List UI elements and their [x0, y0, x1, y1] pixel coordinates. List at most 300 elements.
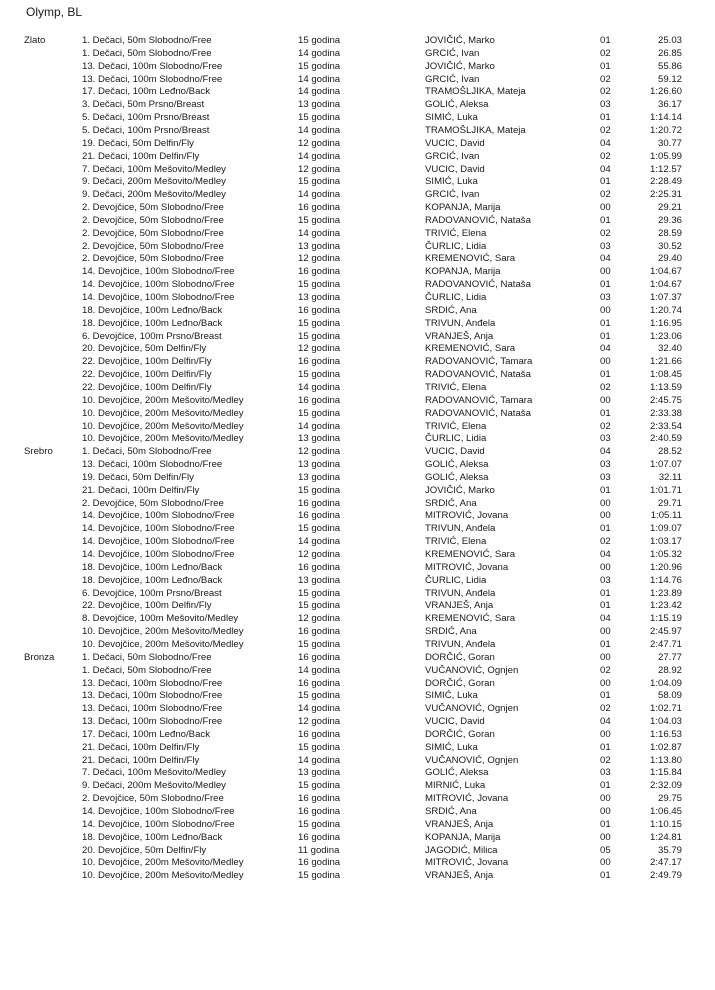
time-cell: 30.52: [657, 240, 682, 252]
swimmer-name-cell: GRCIĆ, Ivan: [425, 47, 480, 59]
result-row: [0, 432, 715, 445]
result-row: [0, 599, 715, 612]
age-cell: 15 godina: [298, 587, 341, 599]
result-row: [0, 278, 715, 291]
age-cell: 13 godina: [298, 292, 341, 303]
age-cell: 16 godina: [298, 626, 341, 638]
result-row: [0, 201, 715, 214]
result-row: [0, 754, 715, 767]
time-cell: 1:01.71: [649, 484, 682, 496]
age-cell: 15 godina: [298, 870, 341, 882]
result-row: [0, 587, 715, 600]
swimmer-name-cell: RADOVANOVIĆ, Nataša: [425, 369, 531, 381]
code-cell: 02: [600, 150, 611, 162]
event-cell: 8. Devojčice, 100m Mešovito/Medley: [82, 613, 239, 625]
result-row: [0, 818, 715, 831]
age-cell: 14 godina: [298, 189, 341, 201]
swimmer-name-cell: SIMIĆ, Luka: [425, 741, 478, 753]
result-row: [0, 381, 715, 394]
time-cell: 1:20.74: [649, 304, 682, 316]
result-row: [0, 677, 715, 690]
time-cell: 1:12.57: [649, 163, 682, 175]
age-cell: 14 godina: [298, 227, 341, 239]
event-cell: 20. Devojčice, 50m Delfin/Fly: [82, 343, 207, 355]
event-cell: 22. Devojčice, 100m Delfin/Fly: [82, 600, 212, 612]
result-row: [0, 188, 715, 201]
code-cell: 00: [600, 356, 611, 368]
swimmer-name-cell: TRIVUN, Anđela: [425, 523, 496, 535]
event-cell: 10. Devojčice, 200m Mešovito/Medley: [82, 407, 244, 419]
result-row: [0, 47, 715, 60]
event-cell: 14. Devojčice, 100m Slobodno/Free: [82, 510, 235, 522]
event-cell: 14. Devojčice, 100m Slobodno/Free: [82, 549, 235, 560]
event-cell: 22. Devojčice, 100m Delfin/Fly: [82, 356, 212, 368]
swimmer-name-cell: JAGODIĆ, Milica: [425, 844, 498, 856]
result-row: [0, 612, 715, 625]
event-cell: 18. Devojčice, 100m Leđno/Back: [82, 831, 223, 843]
code-cell: 02: [600, 664, 611, 676]
code-cell: 00: [600, 677, 611, 689]
code-cell: 03: [600, 292, 611, 303]
age-cell: 16 godina: [298, 728, 341, 740]
result-row: [0, 175, 715, 188]
result-row: [0, 792, 715, 805]
time-cell: 2:40.59: [649, 433, 682, 445]
result-row: [0, 73, 715, 86]
event-cell: 5. Dečaci, 100m Prsno/Breast: [82, 112, 210, 124]
age-cell: 16 godina: [298, 497, 341, 509]
swimmer-name-cell: JOVIČIĆ, Marko: [425, 484, 495, 496]
result-row: [0, 689, 715, 702]
swimmer-name-cell: TRIVUN, Anđela: [425, 638, 496, 650]
age-cell: 15 godina: [298, 780, 341, 792]
time-cell: 2:25.31: [649, 189, 682, 201]
result-row: [0, 509, 715, 522]
result-row: [0, 355, 715, 368]
swimmer-name-cell: GRCIĆ, Ivan: [425, 73, 480, 85]
result-row: [0, 60, 715, 73]
age-cell: 14 godina: [298, 73, 341, 85]
age-cell: 14 godina: [298, 47, 341, 59]
swimmer-name-cell: VUČANOVIĆ, Ognjen: [425, 664, 519, 676]
time-cell: 1:13.59: [649, 381, 682, 393]
time-cell: 58.09: [657, 690, 682, 702]
result-row: [0, 150, 715, 163]
event-cell: 21. Dečaci, 100m Delfin/Fly: [82, 754, 200, 766]
code-cell: 02: [600, 381, 611, 393]
medal-label: Bronza: [24, 651, 55, 663]
swimmer-name-cell: DORČIĆ, Goran: [425, 677, 495, 689]
time-cell: 32.11: [658, 471, 682, 483]
code-cell: 00: [600, 304, 611, 316]
age-cell: 15 godina: [298, 60, 341, 72]
swimmer-name-cell: TRIVIĆ, Elena: [425, 381, 487, 393]
code-cell: 01: [600, 818, 611, 830]
event-cell: 14. Devojčice, 100m Slobodno/Free: [82, 536, 235, 548]
swimmer-name-cell: TRIVUN, Anđela: [425, 317, 496, 329]
time-cell: 29.36: [657, 214, 682, 226]
code-cell: 01: [600, 638, 611, 650]
event-cell: 18. Devojčice, 100m Leđno/Back: [82, 574, 223, 586]
swimmer-name-cell: RADOVANOVIĆ, Nataša: [425, 279, 531, 291]
age-cell: 11 godina: [298, 844, 340, 856]
event-cell: 9. Dečaci, 200m Mešovito/Medley: [82, 176, 226, 188]
code-cell: 00: [600, 806, 611, 817]
time-cell: 26.85: [657, 47, 682, 59]
code-cell: 04: [600, 446, 611, 458]
swimmer-name-cell: TRAMOŠLJIKA, Mateja: [425, 86, 526, 98]
time-cell: 1:16.53: [649, 728, 682, 740]
swimmer-name-cell: GRCIĆ, Ivan: [425, 150, 480, 162]
time-cell: 1:05.99: [649, 150, 682, 162]
result-row: [0, 805, 715, 818]
result-row: [0, 741, 715, 754]
age-cell: 15 godina: [298, 600, 341, 612]
swimmer-name-cell: KREMENOVIĆ, Sara: [425, 549, 516, 560]
swimmer-name-cell: RADOVANOVIĆ, Tamara: [425, 356, 533, 368]
time-cell: 1:14.14: [649, 112, 682, 124]
code-cell: 03: [600, 99, 611, 111]
event-cell: 13. Dečaci, 100m Slobodno/Free: [82, 73, 223, 85]
result-row: [0, 651, 715, 664]
event-cell: 19. Dečaci, 50m Delfin/Fly: [82, 137, 194, 149]
time-cell: 28.92: [657, 664, 682, 676]
swimmer-name-cell: MITROVIĆ, Jovana: [425, 793, 509, 805]
age-cell: 12 godina: [298, 716, 341, 727]
event-cell: 14. Devojčice, 100m Slobodno/Free: [82, 266, 235, 278]
swimmer-name-cell: GOLIĆ, Aleksa: [425, 471, 489, 483]
swimmer-name-cell: GOLIĆ, Aleksa: [425, 459, 489, 471]
swimmer-name-cell: KREMENOVIĆ, Sara: [425, 253, 516, 265]
result-row: [0, 702, 715, 715]
code-cell: 02: [600, 703, 611, 715]
time-cell: 1:14.76: [649, 574, 682, 586]
age-cell: 16 godina: [298, 651, 341, 663]
age-cell: 16 godina: [298, 510, 341, 522]
swimmer-name-cell: KREMENOVIĆ, Sara: [425, 343, 516, 355]
event-cell: 1. Dečaci, 50m Slobodno/Free: [82, 446, 212, 458]
time-cell: 29.21: [657, 202, 682, 213]
age-cell: 14 godina: [298, 703, 341, 715]
event-cell: 17. Dečaci, 100m Leđno/Back: [82, 728, 210, 740]
result-row: [0, 497, 715, 510]
swimmer-name-cell: GOLIĆ, Aleksa: [425, 767, 489, 779]
event-cell: 22. Devojčice, 100m Delfin/Fly: [82, 369, 212, 381]
result-row: [0, 330, 715, 343]
time-cell: 1:15.84: [649, 767, 682, 779]
event-cell: 10. Devojčice, 200m Mešovito/Medley: [82, 626, 244, 638]
age-cell: 16 godina: [298, 202, 341, 213]
result-row: [0, 458, 715, 471]
swimmer-name-cell: SRDIĆ, Ana: [425, 626, 477, 638]
swimmer-name-cell: VRANJEŠ, Anja: [425, 330, 494, 342]
event-cell: 9. Dečaci, 200m Mešovito/Medley: [82, 780, 226, 792]
code-cell: 01: [600, 587, 611, 599]
swimmer-name-cell: KOPANJA, Marija: [425, 202, 501, 213]
code-cell: 02: [600, 47, 611, 59]
time-cell: 36.17: [657, 99, 682, 111]
swimmer-name-cell: GOLIĆ, Aleksa: [425, 99, 489, 111]
result-row: [0, 844, 715, 857]
swimmer-name-cell: KOPANJA, Marija: [425, 831, 501, 843]
result-row: [0, 265, 715, 278]
age-cell: 16 godina: [298, 793, 341, 805]
age-cell: 15 godina: [298, 407, 341, 419]
event-cell: 6. Devojčice, 100m Prsno/Breast: [82, 587, 222, 599]
swimmer-name-cell: TRIVIĆ, Elena: [425, 536, 487, 548]
swimmer-name-cell: SIMIĆ, Luka: [425, 112, 478, 124]
time-cell: 1:10.15: [649, 818, 682, 830]
time-cell: 1:23.89: [649, 587, 682, 599]
age-cell: 16 godina: [298, 831, 341, 843]
code-cell: 00: [600, 793, 611, 805]
time-cell: 27.77: [657, 651, 682, 663]
time-cell: 28.59: [657, 227, 682, 239]
time-cell: 29.75: [657, 793, 682, 805]
result-row: [0, 252, 715, 265]
event-cell: 5. Dečaci, 100m Prsno/Breast: [82, 125, 210, 136]
age-cell: 14 godina: [298, 125, 341, 136]
event-cell: 2. Devojčice, 50m Slobodno/Free: [82, 202, 224, 213]
time-cell: 25.03: [657, 35, 682, 46]
result-row: [0, 625, 715, 638]
code-cell: 00: [600, 728, 611, 740]
result-row: [0, 484, 715, 497]
code-cell: 03: [600, 240, 611, 252]
age-cell: 14 godina: [298, 150, 341, 162]
code-cell: 00: [600, 561, 611, 573]
code-cell: 02: [600, 125, 611, 136]
age-cell: 16 godina: [298, 394, 341, 406]
age-cell: 14 godina: [298, 381, 341, 393]
swimmer-name-cell: MITROVIĆ, Jovana: [425, 510, 509, 522]
event-cell: 1. Dečaci, 50m Slobodno/Free: [82, 35, 212, 46]
code-cell: 00: [600, 857, 611, 869]
time-cell: 29.71: [657, 497, 682, 509]
swimmer-name-cell: ČURLIC, Lidia: [425, 433, 487, 445]
result-row: [0, 394, 715, 407]
code-cell: 01: [600, 279, 611, 291]
time-cell: 29.40: [657, 253, 682, 265]
swimmer-name-cell: RADOVANOVIĆ, Nataša: [425, 214, 531, 226]
code-cell: 01: [600, 317, 611, 329]
swimmer-name-cell: KOPANJA, Marija: [425, 266, 501, 278]
event-cell: 13. Dečaci, 100m Slobodno/Free: [82, 690, 223, 702]
age-cell: 12 godina: [298, 613, 341, 625]
time-cell: 1:02.71: [649, 703, 682, 715]
swimmer-name-cell: DORČIĆ, Goran: [425, 728, 495, 740]
age-cell: 16 godina: [298, 266, 341, 278]
code-cell: 04: [600, 253, 611, 265]
time-cell: 2:47.17: [649, 857, 682, 869]
event-cell: 10. Devojčice, 200m Mešovito/Medley: [82, 433, 244, 445]
code-cell: 03: [600, 459, 611, 471]
result-row: [0, 831, 715, 844]
event-cell: 7. Dečaci, 100m Mešovito/Medley: [82, 163, 226, 175]
time-cell: 2:33.54: [649, 420, 682, 432]
time-cell: 1:24.81: [649, 831, 682, 843]
time-cell: 1:08.45: [649, 369, 682, 381]
event-cell: 9. Dečaci, 200m Mešovito/Medley: [82, 189, 226, 201]
time-cell: 2:45.75: [649, 394, 682, 406]
medal-label: Zlato: [24, 35, 46, 46]
age-cell: 15 godina: [298, 35, 341, 46]
age-cell: 15 godina: [298, 638, 341, 650]
result-row: [0, 317, 715, 330]
code-cell: 01: [600, 600, 611, 612]
swimmer-name-cell: VUCIC, David: [425, 163, 485, 175]
result-row: [0, 407, 715, 420]
age-cell: 15 godina: [298, 741, 341, 753]
code-cell: 04: [600, 549, 611, 560]
time-cell: 1:07.07: [649, 459, 682, 471]
age-cell: 15 godina: [298, 690, 341, 702]
age-cell: 14 godina: [298, 664, 341, 676]
event-cell: 17. Dečaci, 100m Leđno/Back: [82, 86, 210, 98]
age-cell: 13 godina: [298, 459, 341, 471]
event-cell: 14. Devojčice, 100m Slobodno/Free: [82, 279, 235, 291]
code-cell: 02: [600, 754, 611, 766]
time-cell: 2:28.49: [649, 176, 682, 188]
code-cell: 02: [600, 536, 611, 548]
time-cell: 1:20.72: [649, 125, 682, 136]
result-row: [0, 766, 715, 779]
code-cell: 02: [600, 86, 611, 98]
age-cell: 16 godina: [298, 677, 341, 689]
age-cell: 12 godina: [298, 549, 341, 560]
age-cell: 15 godina: [298, 112, 341, 124]
event-cell: 22. Devojčice, 100m Delfin/Fly: [82, 381, 212, 393]
result-row: [0, 574, 715, 587]
age-cell: 15 godina: [298, 176, 341, 188]
age-cell: 16 godina: [298, 561, 341, 573]
age-cell: 13 godina: [298, 433, 341, 445]
event-cell: 14. Devojčice, 100m Slobodno/Free: [82, 806, 235, 817]
age-cell: 14 godina: [298, 420, 341, 432]
event-cell: 13. Dečaci, 100m Slobodno/Free: [82, 677, 223, 689]
event-cell: 2. Devojčice, 50m Slobodno/Free: [82, 227, 224, 239]
swimmer-name-cell: JOVIČIĆ, Marko: [425, 60, 495, 72]
code-cell: 01: [600, 690, 611, 702]
code-cell: 04: [600, 613, 611, 625]
club-title: Olymp, BL: [26, 5, 83, 19]
time-cell: 55.86: [657, 60, 682, 72]
result-row: [0, 342, 715, 355]
result-row: [0, 728, 715, 741]
swimmer-name-cell: TRIVIĆ, Elena: [425, 420, 487, 432]
code-cell: 04: [600, 343, 611, 355]
event-cell: 14. Devojčice, 100m Slobodno/Free: [82, 292, 235, 303]
result-row: [0, 445, 715, 458]
time-cell: 1:15.19: [649, 613, 682, 625]
result-row: [0, 869, 715, 882]
code-cell: 04: [600, 716, 611, 727]
event-cell: 10. Devojčice, 200m Mešovito/Medley: [82, 420, 244, 432]
code-cell: 00: [600, 831, 611, 843]
time-cell: 2:45.97: [649, 626, 682, 638]
age-cell: 15 godina: [298, 484, 341, 496]
result-row: [0, 85, 715, 98]
result-row: [0, 561, 715, 574]
time-cell: 1:05.32: [649, 549, 682, 560]
time-cell: 1:04.67: [649, 266, 682, 278]
event-cell: 18. Devojčice, 100m Leđno/Back: [82, 561, 223, 573]
age-cell: 15 godina: [298, 523, 341, 535]
result-row: [0, 715, 715, 728]
result-row: [0, 522, 715, 535]
code-cell: 00: [600, 266, 611, 278]
time-cell: 28.52: [657, 446, 682, 458]
event-cell: 18. Devojčice, 100m Leđno/Back: [82, 317, 223, 329]
event-cell: 14. Devojčice, 100m Slobodno/Free: [82, 818, 235, 830]
age-cell: 15 godina: [298, 369, 341, 381]
age-cell: 12 godina: [298, 343, 341, 355]
event-cell: 6. Devojčice, 100m Prsno/Breast: [82, 330, 222, 342]
code-cell: 01: [600, 523, 611, 535]
time-cell: 2:49.79: [649, 870, 682, 882]
time-cell: 1:16.95: [649, 317, 682, 329]
swimmer-name-cell: TRIVUN, Anđela: [425, 587, 496, 599]
age-cell: 13 godina: [298, 99, 341, 111]
swimmer-name-cell: VUČANOVIĆ, Ognjen: [425, 754, 519, 766]
swimmer-name-cell: SRDIĆ, Ana: [425, 497, 477, 509]
age-cell: 15 godina: [298, 317, 341, 329]
age-cell: 15 godina: [298, 279, 341, 291]
time-cell: 1:04.67: [649, 279, 682, 291]
age-cell: 15 godina: [298, 214, 341, 226]
time-cell: 2:32.09: [649, 780, 682, 792]
age-cell: 16 godina: [298, 857, 341, 869]
swimmer-name-cell: SRDIĆ, Ana: [425, 806, 477, 817]
event-cell: 10. Devojčice, 200m Mešovito/Medley: [82, 394, 244, 406]
time-cell: 1:13.80: [649, 754, 682, 766]
code-cell: 03: [600, 433, 611, 445]
code-cell: 01: [600, 484, 611, 496]
event-cell: 13. Dečaci, 100m Slobodno/Free: [82, 716, 223, 727]
age-cell: 14 godina: [298, 536, 341, 548]
swimmer-name-cell: VUČANOVIĆ, Ognjen: [425, 703, 519, 715]
code-cell: 01: [600, 780, 611, 792]
result-row: [0, 535, 715, 548]
code-cell: 02: [600, 189, 611, 201]
event-cell: 1. Dečaci, 50m Slobodno/Free: [82, 664, 212, 676]
time-cell: 30.77: [657, 137, 682, 149]
code-cell: 01: [600, 35, 611, 46]
event-cell: 21. Dečaci, 100m Delfin/Fly: [82, 150, 200, 162]
code-cell: 04: [600, 137, 611, 149]
age-cell: 16 godina: [298, 806, 341, 817]
code-cell: 02: [600, 420, 611, 432]
code-cell: 04: [600, 163, 611, 175]
code-cell: 01: [600, 214, 611, 226]
swimmer-name-cell: TRAMOŠLJIKA, Mateja: [425, 125, 526, 136]
event-cell: 2. Devojčice, 50m Slobodno/Free: [82, 497, 224, 509]
event-cell: 10. Devojčice, 200m Mešovito/Medley: [82, 870, 244, 882]
result-row: [0, 124, 715, 137]
event-cell: 20. Devojčice, 50m Delfin/Fly: [82, 844, 207, 856]
result-row: [0, 240, 715, 253]
event-cell: 2. Devojčice, 50m Slobodno/Free: [82, 793, 224, 805]
time-cell: 32.40: [657, 343, 682, 355]
age-cell: 14 godina: [298, 86, 341, 98]
result-row: [0, 664, 715, 677]
code-cell: 03: [600, 471, 611, 483]
swimmer-name-cell: KREMENOVIĆ, Sara: [425, 613, 516, 625]
age-cell: 16 godina: [298, 304, 341, 316]
result-row: [0, 856, 715, 869]
swimmer-name-cell: VRANJEŠ, Anja: [425, 818, 494, 830]
result-row: [0, 214, 715, 227]
